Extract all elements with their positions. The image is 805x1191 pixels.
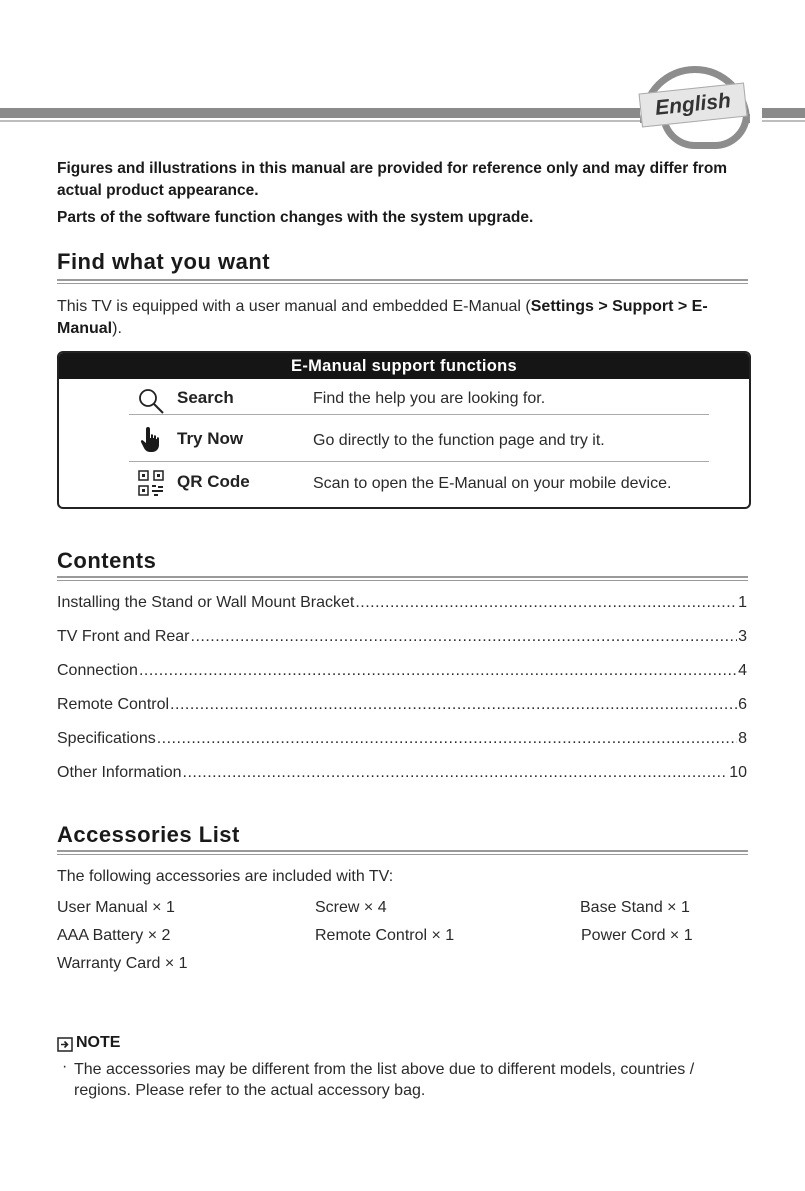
toc-entry[interactable] [57,594,747,616]
accessories-title: Accessories List [57,822,240,847]
toc-entry[interactable] [57,730,747,752]
find-section-title: Find what you want [57,249,271,274]
emanual-item-description: Find the help you are looking for. [313,390,546,407]
accessories-intro: The following accessories are included with TV: [57,868,394,885]
toc-label: Remote Control [57,696,170,713]
magnifier-icon [137,387,165,415]
accessory-item: Power Cord × 1 [581,927,693,944]
contents-rule [57,576,748,578]
accessory-item: Base Stand × 1 [580,899,690,916]
toc-label: TV Front and Rear [57,628,190,645]
toc-page: 3 [738,628,747,645]
toc-entry[interactable] [57,696,747,718]
accessory-item: Screw × 4 [315,899,387,916]
header-bar-left [0,108,640,118]
emanual-row-search [59,383,749,423]
emanual-row-try-now [59,423,749,463]
toc-entry[interactable] [57,628,747,650]
toc-label: Installing the Stand or Wall Mount Bracket [57,594,355,611]
hand-pointer-icon [137,425,165,453]
find-section-rule [57,279,748,281]
toc-label: Other Information [57,764,182,781]
emanual-item-name: Try Now [177,429,244,448]
toc-page: 4 [738,662,747,679]
toc-label: Connection [57,662,138,679]
accessory-item: Remote Control × 1 [315,927,455,944]
toc-leader [157,730,737,748]
emanual-item-name: Search [177,388,234,407]
toc-leader [183,764,729,782]
note-icon [57,1037,73,1052]
find-section-text: This TV is equipped with a user manual and embedded E-Manual (Settings > Support > E-Manual). [57,298,708,337]
emanual-row-qr-code [59,467,749,507]
note-text: The accessories may be different from the list above due to different models, countries / regions. Please refer to the actual accessory bag. [74,1061,695,1099]
language-badge-emblem [630,66,760,148]
emanual-item-description: Go directly to the function page and try it. [313,432,605,449]
toc-page: 6 [738,696,747,713]
language-badge: English [639,83,748,128]
intro-disclaimer: Figures and illustrations in this manual are provided for reference only and may differ from actual product appearance. [57,160,728,199]
intro-software-note: Parts of the software function changes with the system upgrade. [57,209,534,226]
toc-leader [355,594,737,612]
accessories-rule [57,850,748,852]
toc-page: 1 [738,594,747,611]
toc-entry[interactable] [57,662,747,684]
note-title: NOTE [76,1034,121,1051]
qr-code-icon [137,469,165,497]
accessory-item: User Manual × 1 [57,899,175,916]
emanual-table-header: E-Manual support functions [59,353,749,379]
table-separator [129,461,709,462]
accessory-item: Warranty Card × 1 [57,955,188,972]
contents-title: Contents [57,548,157,573]
header-bar-right [762,108,805,118]
note-bullet: · [62,1058,68,1075]
toc-page: 8 [738,730,747,747]
toc-leader [191,628,738,646]
toc-entry[interactable] [57,764,747,786]
emanual-item-description: Scan to open the E-Manual on your mobile device. [313,475,672,492]
toc-page: 10 [729,764,747,781]
toc-leader [139,662,737,680]
toc-leader [170,696,737,714]
toc-label: Specifications [57,730,156,747]
table-separator [129,414,709,415]
accessory-item: AAA Battery × 2 [57,927,171,944]
emanual-functions-table [57,351,751,509]
emanual-item-name: QR Code [177,472,250,491]
